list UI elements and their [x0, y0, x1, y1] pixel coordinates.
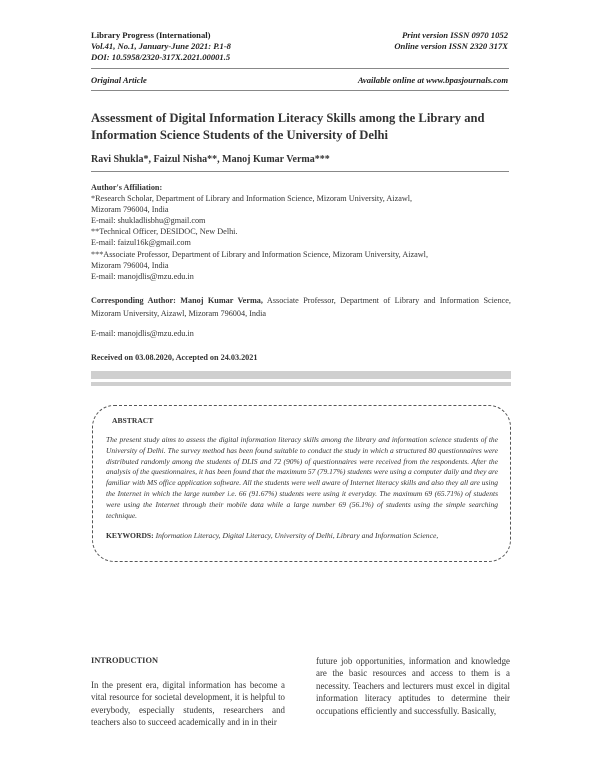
paper-title: Assessment of Digital Information Literacy Skills among the Library and Information Science Students of the University of Delhi: [91, 111, 485, 142]
affiliation-line: Mizoram 796004, India: [91, 205, 169, 215]
keywords-list: Information Literacy, Digital Literacy, University of Delhi, Library and Information Science,: [155, 531, 439, 540]
abstract-text: The present study aims to assess the digital information literacy skills among the library and information science students of the University of Delhi. The survey method has been found suitable to conduct the study in which a structured 80 questionnaires were distributed randomly among the students of DLIS and 72 (90%) of questionnaires were received from the respondents. After the analysis of the questionnaires, it has been found that the maximum 57 (79.17%) students were using a computer daily and they are familiar with MS office application software. All the students were well aware of Internet literacy skills and also they all are using the Internet in which the large number i.e. 66 (91.67%) students were using it everyday. The maximum 69 (65.71%) of students were using the Internet through their mobile data while a large number 69 (56.1%) of students using the simple searching technique.: [106, 435, 498, 520]
available-online: Available online at www.bpasjournals.com: [357, 75, 508, 85]
affiliation-line: ***Associate Professor, Department of Library and Information Science, Mizoram University, Aizawl,: [91, 249, 429, 259]
corresponding-text: Associate Professor, Department of Library and Information Science, Mizoram University, Aizawl, Mizoram 796004, India: [91, 296, 511, 318]
header-rule-bottom: [91, 90, 509, 91]
introduction-heading: INTRODUCTION: [91, 656, 159, 665]
introduction-column-1: In the present era, digital information has become a vital resource for societal development, it is helpful to everybody, especially students, researchers and teachers also to succeed academically and in in their: [91, 680, 285, 728]
author-affiliation: [91, 182, 511, 282]
print-issn: Print version ISSN 0970 1052: [401, 30, 508, 40]
affiliation-line: *Research Scholar, Department of Library and Information Science, Mizoram University, Aizawl,: [91, 194, 413, 204]
header-rule-top: [91, 68, 509, 69]
keywords-label: KEYWORDS:: [106, 531, 154, 540]
affiliation-line: E-mail: faizul16k@gmail.com: [91, 238, 191, 248]
authors: Ravi Shukla*, Faizul Nisha**, Manoj Kumar Verma***: [91, 154, 330, 165]
received-date: Received on 03.08.2020, Accepted on 24.03.2021: [91, 353, 258, 362]
divider-bar: [91, 382, 511, 386]
corresponding-author: [91, 295, 511, 320]
title-rule: [91, 171, 509, 172]
doi: DOI: 10.5958/2320-317X.2021.00001.5: [91, 52, 231, 62]
introduction-column-2: future job opportunities, information and knowledge are the basic resources and access to them is a necessity. Teachers and lecturers must excel in digital information literacy aptitudes to determine their occupations efficiently and successfully. Basically,: [316, 656, 510, 716]
journal-name: Library Progress (International): [91, 30, 211, 40]
affiliation-line: Mizoram 796004, India: [91, 260, 169, 270]
affiliation-line: **Technical Officer, DESIDOC, New Delhi.: [91, 227, 238, 237]
corresponding-email: E-mail: manojdlis@mzu.edu.in: [91, 329, 194, 338]
article-type: Original Article: [91, 75, 147, 85]
affiliation-line: E-mail: shukladlisbhu@gmail.com: [91, 216, 206, 226]
affiliation-label: Author's Affiliation:: [91, 183, 163, 192]
corresponding-label: Corresponding Author: Manoj Kumar Verma,: [91, 296, 263, 305]
online-issn: Online version ISSN 2320 317X: [394, 41, 508, 51]
journal-volume: Vol.41, No.1, January-June 2021: P.1-8: [91, 41, 231, 51]
keywords: [106, 531, 498, 542]
abstract-heading: ABSTRACT: [112, 416, 154, 425]
divider-bar: [91, 371, 511, 379]
affiliation-line: E-mail: manojdlis@mzu.edu.in: [91, 271, 194, 281]
